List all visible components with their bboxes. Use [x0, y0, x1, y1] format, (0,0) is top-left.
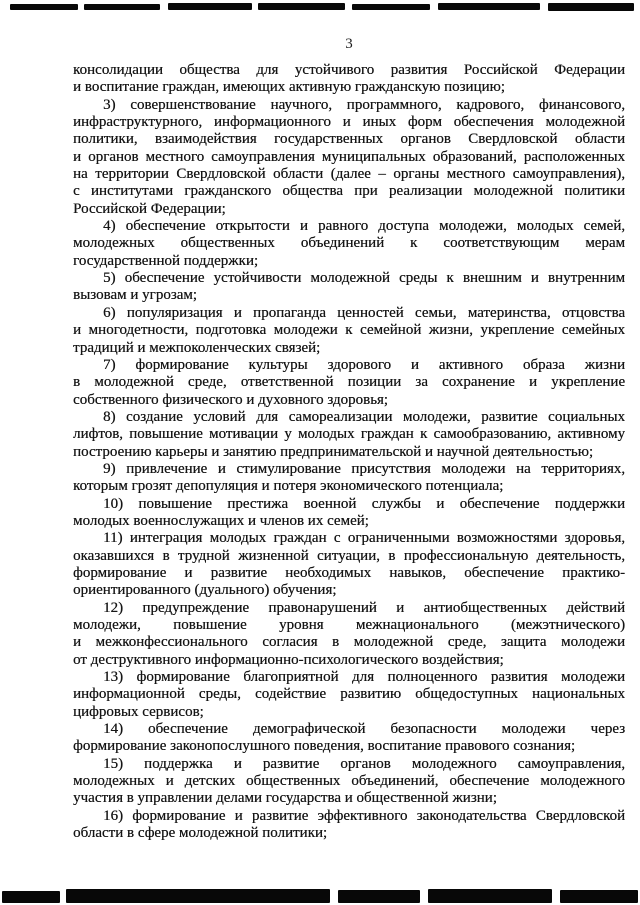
- text-line: молодежи, повышение уровня межнационального (межэтнического): [73, 617, 625, 633]
- text-line: 13) формирование благоприятной для полноценного развития молодежи: [103, 669, 625, 686]
- scan-segment: [548, 3, 634, 11]
- text-line: 16) формирование и развитие эффективного законодательства Свердловской: [103, 807, 625, 824]
- paragraph: [73, 600, 625, 669]
- text-line: формирование законопослушного поведения, воспитание правового сознания;: [73, 738, 576, 755]
- paragraph: [73, 461, 625, 496]
- paragraph: [73, 808, 625, 843]
- text-line: лифтов, повышение мотивации у молодых граждан к самообразованию, активному: [73, 426, 625, 443]
- scan-segment: [10, 4, 78, 10]
- text-line: 7) формирование культуры здорового и активного образа жизни: [103, 356, 625, 373]
- text-line: политики, взаимодействия государственных органов Свердловской области: [73, 131, 625, 148]
- paragraph: [73, 97, 625, 218]
- text-line: 12) предупреждение правонарушений и антиобщественных действий: [103, 599, 625, 616]
- paragraph: [73, 530, 625, 599]
- text-line: от деструктивного информационно-психологического воздействия;: [73, 651, 504, 668]
- text-line: 6) популяризация и пропаганда ценностей семьи, материнства, отцовства: [103, 304, 625, 321]
- text-line: инфраструктурного, информационного и иных форм обеспечения молодежной: [73, 114, 625, 131]
- text-line: 3) совершенствование научного, программного, кадрового, финансового,: [103, 96, 625, 113]
- text-line: государственной поддержки;: [73, 252, 259, 269]
- text-line: построению карьеры и занятию предпринимательской и научной деятельностью;: [73, 443, 594, 460]
- scan-segment: [258, 3, 345, 10]
- paragraph: [73, 62, 625, 97]
- scan-segment: [2, 891, 60, 903]
- document-body: [73, 62, 625, 842]
- text-line: 10) повышение престижа военной службы и обеспечение поддержки: [103, 495, 625, 512]
- paragraph: [73, 721, 625, 756]
- text-line: молодежных и детских общественных объединений, обеспечение молодежного: [73, 773, 625, 790]
- text-line: которым грозят депопуляция и потеря экономического потенциала;: [73, 478, 504, 495]
- paragraph: [73, 756, 625, 808]
- scan-segment: [66, 889, 330, 903]
- paragraph: [73, 409, 625, 461]
- scan-segment: [352, 4, 430, 10]
- text-line: 15) поддержка и развитие органов молодежного самоуправления,: [103, 755, 625, 772]
- text-line: в молодежной среде, ответственной позиции за сохранение и укрепление: [73, 374, 625, 391]
- text-line: и воспитание граждан, имеющих активную гражданскую позицию;: [73, 79, 505, 96]
- page-number: 3: [345, 36, 353, 52]
- text-line: и межконфессионального согласия в молодежной среде, защита молодежи: [73, 634, 625, 651]
- scan-segment: [560, 890, 638, 903]
- text-line: собственного физического и духовного здоровья;: [73, 391, 388, 408]
- paragraph: [73, 270, 625, 305]
- text-line: и многодетности, подготовка молодежи к семейной жизни, укрепление семейных: [73, 322, 625, 339]
- text-line: вызовам и угрозам;: [73, 287, 197, 304]
- paragraph: [73, 357, 625, 409]
- paragraph: [73, 669, 625, 721]
- scan-segment: [438, 3, 540, 10]
- text-line: 9) привлечение и стимулирование присутствия молодежи на территориях,: [103, 460, 625, 477]
- text-line: формирование и развитие необходимых навыков, обеспечение практико-: [73, 564, 625, 581]
- text-line: 4) обеспечение открытости и равного доступа молодежи, молодых семей,: [103, 218, 625, 235]
- text-line: молодежных общественных объединений к соответствующим мерам: [73, 235, 625, 252]
- paragraph: [73, 305, 625, 357]
- text-line: молодых военнослужащих и членов их семей;: [73, 512, 369, 529]
- text-line: ориентированного (дуального) обучения;: [73, 582, 337, 599]
- text-line: информационной среды, содействие развитию общедоступных национальных: [73, 686, 625, 703]
- text-line: 5) обеспечение устойчивости молодежной среды к внешним и внутренним: [103, 270, 625, 287]
- scan-segment: [84, 4, 160, 10]
- scan-segment: [338, 890, 420, 903]
- text-line: участия в управлении делами государства и общественной жизни;: [73, 790, 497, 807]
- paragraph: [73, 496, 625, 531]
- text-line: и органов местного самоуправления муниципальных образований, расположенных: [73, 148, 625, 165]
- text-line: консолидации общества для устойчивого развития Российской Федерации: [73, 62, 625, 78]
- text-line: 11) интеграция молодых граждан с ограниченными возможностями здоровья,: [103, 530, 625, 547]
- text-line: области в сфере молодежной политики;: [73, 825, 328, 842]
- text-line: с институтами гражданского общества при реализации молодежной политики: [73, 183, 625, 200]
- text-line: 8) создание условий для самореализации молодежи, развитие социальных: [103, 408, 625, 425]
- text-line: Российской Федерации;: [73, 200, 226, 217]
- text-line: традиций и межпоколенческих связей;: [73, 339, 321, 356]
- text-line: оказавшихся в трудной жизненной ситуации, в профессиональную деятельность,: [73, 547, 625, 564]
- scan-segment: [168, 3, 252, 10]
- paragraph: [73, 218, 625, 270]
- text-line: 14) обеспечение демографической безопасности молодежи через: [103, 721, 625, 738]
- scan-segment: [428, 889, 552, 903]
- text-line: цифровых сервисов;: [73, 703, 204, 720]
- text-line: на территории Свердловской области (далее – органы местного самоуправления),: [73, 166, 625, 183]
